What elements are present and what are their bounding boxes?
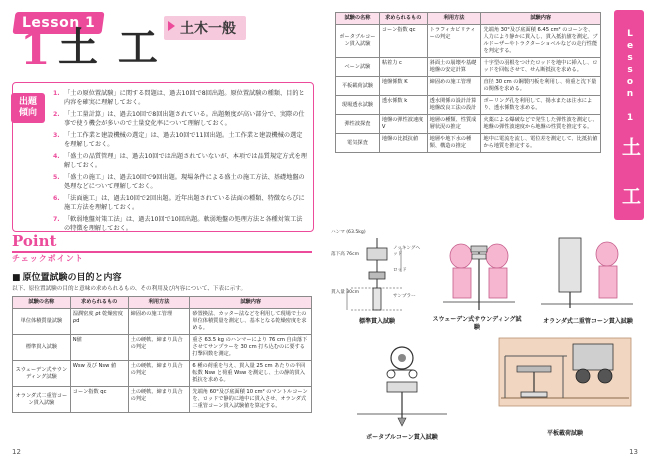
origin-test-table-2-wrap [335, 12, 601, 153]
label-penetration: 貫入量 30cm [331, 290, 360, 295]
cell-use: 地層の種類、性質成層状況の推定 [427, 115, 481, 134]
figure-standard-penetration [331, 230, 423, 325]
cell-name: 現場透水試験 [336, 96, 380, 115]
list-item [53, 215, 307, 233]
cell-found: 地盤係数 K [379, 77, 427, 96]
lesson-number: 1 [20, 24, 51, 75]
cell-found: Wsw 及び Nsw 値 [70, 361, 128, 387]
cell-name: ポータブルコーン貫入試験 [336, 25, 380, 58]
figure-dutch-cone [533, 232, 643, 325]
cell-use: 地層や地下水の種類、構造の推定 [427, 134, 481, 153]
cell-use: 土の硬軟、締まり具合の判定 [128, 361, 190, 387]
figure-caption: スウェーデン式サウンディング試験 [432, 316, 522, 331]
figure-portable-cone [347, 340, 457, 441]
trend-item-number: 4. [53, 153, 60, 160]
trend-item-number: 5. [53, 174, 60, 181]
page-title: ■ 原位置試験の目的と内容 [12, 270, 122, 283]
list-item [53, 110, 307, 128]
trend-box [12, 82, 314, 232]
cell-found: 透水係数 k [379, 96, 427, 115]
cell-use: 締固めの施工管理 [427, 77, 481, 96]
label-drop-height: 落下高 76cm [331, 252, 360, 257]
side-tab-lesson: Lesson 1 [625, 29, 635, 125]
column-header: 求められるもの [70, 297, 128, 309]
cell-name: 標準貫入試験 [13, 335, 71, 361]
table-row [336, 77, 601, 96]
cell-found: コーン指数 qc [379, 25, 427, 58]
lesson-header [14, 10, 314, 76]
origin-test-table-2 [335, 12, 601, 153]
list-item [53, 89, 307, 107]
cell-name: オランダ式二重管コーン貫入試験 [13, 387, 71, 413]
lesson-title: 土 工 [58, 24, 161, 71]
cell-found: 湿潤密度 ρt 乾燥密度 ρd [70, 309, 128, 335]
column-header: 試験内容 [481, 13, 601, 25]
cell-content: 直径 30 cm の鋼製円板を利用し、荷重と沈下量の関係を求める。 [481, 77, 601, 96]
cell-content: 重さ 63.5 kg のハンマーにより 76 cm 自由落下させてサンプラーを 30 cm 打ち込むのに要する打撃回数を測定。 [190, 335, 312, 361]
origin-test-table [12, 296, 312, 413]
section-note: 以下、原位置試験の目的と意味の求められるもの、その利用及び内容について、下表に示す。 [12, 286, 247, 292]
column-header: 試験の名称 [13, 297, 71, 309]
figure-caption: ポータブルコーン貫入試験 [366, 434, 438, 441]
table-row [336, 25, 601, 58]
cell-use: 締固めの施工管理 [128, 309, 190, 335]
trend-item-text: 「土工量計算」は、過去10回で8回出題されている。出題頻度が高い部分で、実際の仕事で使う機会が多いので土量変化率について理解しておく。 [64, 111, 305, 127]
right-page [325, 0, 650, 462]
table-row [336, 58, 601, 77]
column-header: 試験内容 [190, 297, 312, 309]
trend-tag-line1: 出題 [18, 97, 37, 107]
list-item [53, 173, 307, 191]
cell-found: コーン指数 qc [70, 387, 128, 413]
trend-item-number: 2. [53, 111, 60, 118]
cell-found: N値 [70, 335, 128, 361]
cell-name: 電気探査 [336, 134, 380, 153]
cell-content: 火薬による爆破などで発生した弾性波を測定し、地盤の弾性波速度から地盤の性質を推定する。 [481, 115, 601, 134]
cell-name: 平板載荷試験 [336, 77, 380, 96]
origin-test-table-wrap [12, 296, 312, 413]
figure-caption: 標準貫入試験 [358, 318, 395, 325]
table-header-row [336, 13, 601, 25]
cell-use: 土の硬軟、締まり具合の判定 [128, 387, 190, 413]
figure-caption: オランダ式二重管コーン貫入試験 [543, 318, 633, 325]
side-tab [614, 10, 644, 220]
swedish-sounding-diagram [431, 232, 523, 318]
cell-use: 透水関係の設計計算地盤改良工法の設計 [427, 96, 481, 115]
trend-item-number: 7. [53, 216, 60, 223]
column-header: 試験の名称 [336, 13, 380, 25]
cell-content: 6 種の荷重を与え、貫入量 25 cm あたりの半回転数 Nsw と荷重 Wsw を測定し、土の静的貫入抵抗を求める。 [190, 361, 312, 387]
cell-found: 地盤の比抵抗値 [379, 134, 427, 153]
label-hammer: ハンマ (63.5kg) [331, 230, 366, 235]
cell-content: 先端角 30°及び底面積 6.45 cm² のコーンを、人力により静かに貫入し、貫入抵抗値を測定。ブルドーザーやトラクターショベルなどの走行性能を判定する。 [481, 25, 601, 58]
table-row [13, 335, 312, 361]
column-header: 求められるもの [379, 13, 427, 25]
table-row [13, 309, 312, 335]
trend-item-number: 1. [53, 90, 60, 97]
checkpoint-heading [12, 232, 312, 264]
cell-content: 先端角 60°及び底面積 10 cm² のマントルコーンを、ロッドで静的に地中に貫入させ、オランダ式二重管コーン貫入試験値を算定する。 [190, 387, 312, 413]
column-header: 利用方法 [128, 297, 190, 309]
figure-swedish-sounding [431, 232, 523, 331]
trend-item-text: 「盛土の品質管理」は、過去10回では出題されていないが、本項では品質規定方式を理解しておく。 [64, 153, 307, 169]
cell-name: ベーン試験 [336, 58, 380, 77]
cell-content: 砂置換法、カッター法などを利用して現場で土の単位体積質量を測定し、基本となる乾燥密度を求める。 [190, 309, 312, 335]
label-knocking-head: ノッキングヘッド [393, 246, 421, 257]
trend-item-number: 6. [53, 195, 60, 202]
dutch-cone-diagram [533, 232, 643, 318]
list-item [53, 131, 307, 149]
trend-item-number: 3. [53, 132, 60, 139]
cell-name: 単位体積質量試験 [13, 309, 71, 335]
side-tab-title: 土 工 [619, 137, 641, 209]
cell-name: 弾性波探査 [336, 115, 380, 134]
trend-item-text: 「土の原位置試験」に関する問題は、過去10回で8回出題。原位置試験の種類、目的と内容を確実に理解しておく。 [64, 90, 305, 106]
table-header-row [13, 297, 312, 309]
checkpoint-subtitle: チェックポイント [12, 254, 84, 263]
cell-use: 土の硬軟、締まり具合の判定 [128, 335, 190, 361]
table-row [336, 115, 601, 134]
table-row [13, 361, 312, 387]
page-number-left: 12 [12, 448, 21, 456]
trend-tag-line2: 傾向 [18, 108, 37, 118]
list-item [53, 194, 307, 212]
label-sampler: サンプラー [393, 294, 416, 299]
cell-found: 粘着力 c [379, 58, 427, 77]
cell-use: トラフィカビリティーの判定 [427, 25, 481, 58]
list-item [53, 152, 307, 170]
portable-cone-diagram [347, 340, 457, 432]
cell-name: スウェーデン式サウンディング試験 [13, 361, 71, 387]
figure-area [325, 232, 650, 454]
trend-item-text: 「軟弱地盤対策工法」は、過去10回で10回出題。軟弱地盤の処理方法と各種対策工法の特徴を理解しておく。 [64, 216, 303, 232]
table-row [13, 387, 312, 413]
trend-item-text: 「土工作業と建設機械の選定」は、過去10回で11回出題。土工作業と建設機械の選定を理解しておく。 [64, 132, 303, 148]
table-row [336, 134, 601, 153]
figure-caption: 平板載荷試験 [546, 430, 583, 437]
cell-found: 地盤の弾性波速度 V [379, 115, 427, 134]
cell-use: 斜面土の崩壊や基礎地盤の安定計算 [427, 58, 481, 77]
lesson-badge-label: Lesson 1 [22, 15, 96, 31]
trend-item-text: 「盛土の施工」は、過去10回で9回出題。現場条件による盛土の施工方法、基礎地盤の処理などについて理解しておく。 [64, 174, 305, 190]
figure-plate-loading [497, 336, 633, 437]
trend-item-text: 「法面施工」は、過去10回で2回出題。近年出題されている法面の種類、特徴ならびに施工方法を理解しておく。 [64, 195, 305, 211]
trend-tag [11, 93, 45, 123]
page-number-right: 13 [629, 448, 638, 456]
cell-content: ボーリング孔を利用して、揚水または注水により、透水係数を求める。 [481, 96, 601, 115]
table-row [336, 96, 601, 115]
genre-tab: 土木一般 [164, 16, 246, 40]
column-header: 利用方法 [427, 13, 481, 25]
plate-loading-diagram [497, 336, 633, 432]
cell-content: 十字型の羽根をつけたロッドを地中に挿入し、ロッドを回転させて、せん断抵抗を求める。 [481, 58, 601, 77]
label-rod: ロッド [393, 268, 407, 273]
cell-content: 地中に電流を流し、電位差を測定して、比抵抗値から地質を推定する。 [481, 134, 601, 153]
standard-penetration-diagram [331, 232, 423, 318]
checkpoint-title: Point [12, 232, 312, 253]
trend-list [53, 89, 307, 236]
